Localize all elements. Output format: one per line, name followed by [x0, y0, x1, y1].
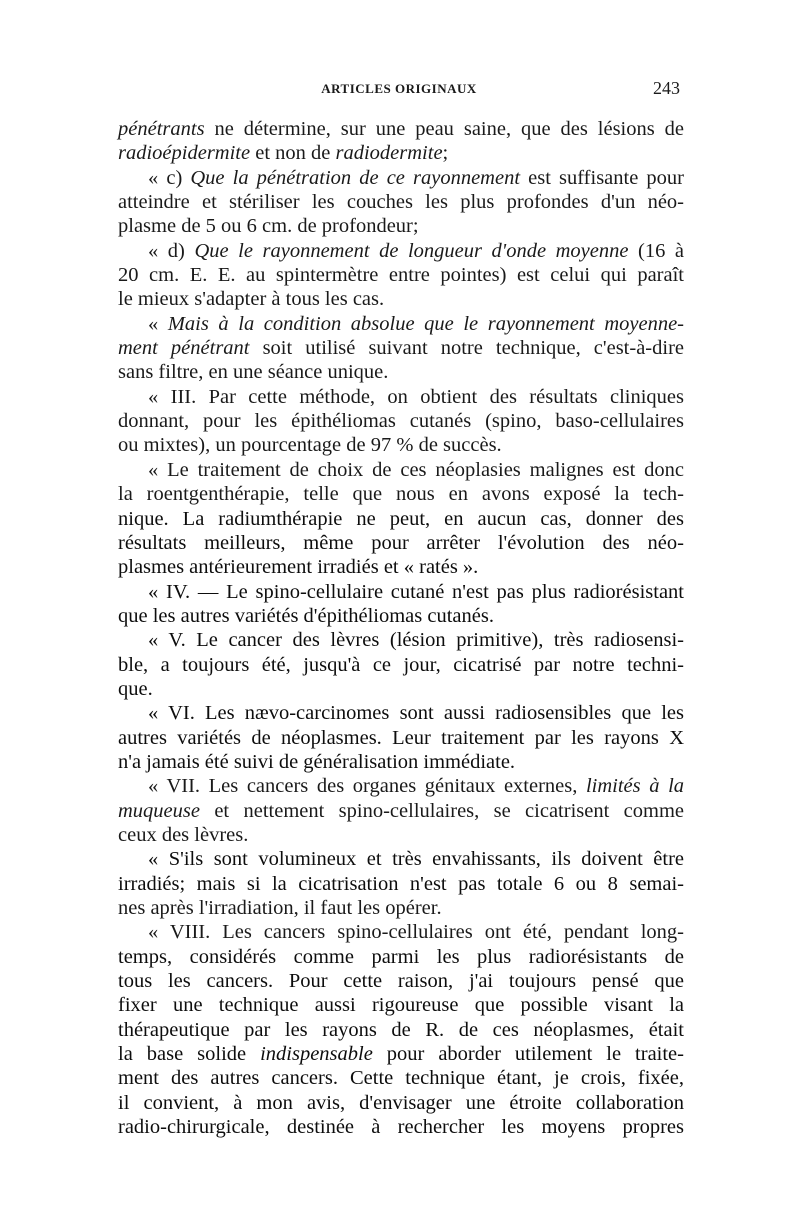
text-line: pénétrants ne détermine, sur une peau saine, que des lésions de: [118, 118, 684, 140]
text-line: le mieux s'adapter à tous les cas.: [118, 288, 385, 311]
text-line: résultats meilleurs, même pour arrêter l'évolution des néo-: [118, 531, 684, 554]
text-line: que.: [118, 677, 153, 700]
italic-phrase: pénétrants: [118, 118, 205, 140]
text-line: « V. Le cancer des lèvres (lésion primitive), très radiosensi-: [148, 629, 684, 652]
italic-phrase: radiodermite: [335, 142, 443, 165]
text-line: irradiés; mais si la cicatrisation n'est pas totale 6 ou 8 semai-: [118, 872, 684, 895]
italic-phrase: Mais à la condition absolue que le rayonnement moyenne-: [167, 312, 685, 335]
text-line: donnant, pour les épithéliomas cutanés (spino, baso-cellulaires: [118, 410, 684, 433]
text-line: « VIII. Les cancers spino-cellulaires ont été, pendant long-: [148, 921, 684, 944]
text-line: « d) Que le rayonnement de longueur d'onde moyenne (16 à: [148, 239, 684, 262]
text-line: la base solide indispensable pour aborder utilement le traite-: [118, 1043, 684, 1066]
text-line: n'a jamais été suivi de généralisation immédiate.: [118, 750, 516, 773]
text-line: ble, a toujours été, jusqu'à ce jour, cicatrisé par notre techni-: [118, 653, 684, 676]
text-line: nes après l'irradiation, il faut les opérer.: [118, 897, 442, 919]
text-line: ou mixtes), un pourcentage de 97 % de succès.: [118, 434, 502, 457]
text-line: « VII. Les cancers des organes génitaux externes, limités à la: [148, 775, 685, 798]
text-line: ment des autres cancers. Cette technique étant, je crois, fixée,: [118, 1067, 684, 1090]
text-line: que les autres variétés d'épithéliomas cutanés.: [118, 604, 494, 627]
text-line: autres variétés de néoplasmes. Leur traitement par les rayons X: [118, 726, 684, 749]
italic-phrase: limités à la: [585, 775, 685, 798]
text-line: thérapeutique par les rayons de R. de ces néoplasmes, était: [118, 1018, 684, 1041]
text-line: ment pénétrant soit utilisé suivant notre technique, c'est-à-dire: [118, 337, 684, 360]
page-number: 243: [653, 78, 680, 98]
text-line: « III. Par cette méthode, on obtient des résultats cliniques: [148, 385, 684, 408]
text-line: plasmes antérieurement irradiés et « ratés ».: [118, 556, 479, 579]
text-line: muqueuse et nettement spino-cellulaires, se cicatrisent comme: [118, 799, 684, 822]
text-line: plasme de 5 ou 6 cm. de profondeur;: [118, 215, 419, 238]
text-line: « c) Que la pénétration de ce rayonnement est suffisante pour: [148, 166, 684, 189]
italic-phrase: Que le rayonnement de longueur d'onde moyenne: [194, 239, 629, 262]
italic-phrase: ment pénétrant: [118, 337, 250, 360]
text-line: ceux des lèvres.: [118, 823, 249, 846]
text-line: fixer une technique aussi rigoureuse que possible visant la: [118, 994, 684, 1017]
text-line: sans filtre, en une séance unique.: [118, 361, 389, 384]
text-line: radioépidermite et non de radiodermite;: [118, 142, 449, 165]
text-line: 20 cm. E. E. au spintermètre entre pointes) est celui qui paraît: [118, 264, 684, 287]
page-header: [118, 78, 680, 102]
text-line: atteindre et stériliser les couches les plus profondes d'un néo-: [118, 191, 684, 214]
text-line: temps, considérés comme parmi les plus radiorésistants de: [118, 945, 684, 968]
text-line: nique. La radiumthérapie ne peut, en aucun cas, donner des: [118, 507, 684, 530]
italic-phrase: Que la pénétration de ce rayonnement: [190, 166, 521, 189]
text-line: « IV. — Le spino-cellulaire cutané n'est pas plus radiorésistant: [148, 580, 684, 603]
text-line: il convient, à mon avis, d'envisager une étroite collaboration: [118, 1091, 684, 1114]
running-head: ARTICLES ORIGINAUX: [321, 81, 477, 96]
text-line: « Le traitement de choix de ces néoplasies malignes est donc: [148, 458, 684, 481]
italic-phrase: indispensable: [260, 1043, 373, 1066]
text-line: « Mais à la condition absolue que le rayonnement moyenne-: [148, 312, 685, 335]
text-line: la roentgenthérapie, telle que nous en avons exposé la tech-: [118, 483, 684, 506]
italic-phrase: muqueuse: [118, 799, 200, 822]
text-line: tous les cancers. Pour cette raison, j'ai toujours pensé que: [118, 970, 684, 993]
text-line: radio-chirurgicale, destinée à rechercher les moyens propres: [118, 1116, 684, 1139]
body-text: [118, 117, 684, 1139]
text-line: « VI. Les nævo-carcinomes sont aussi radiosensibles que les: [148, 702, 684, 725]
italic-phrase: radioépidermite: [118, 142, 251, 165]
text-line: « S'ils sont volumineux et très envahissants, ils doivent être: [148, 848, 684, 871]
